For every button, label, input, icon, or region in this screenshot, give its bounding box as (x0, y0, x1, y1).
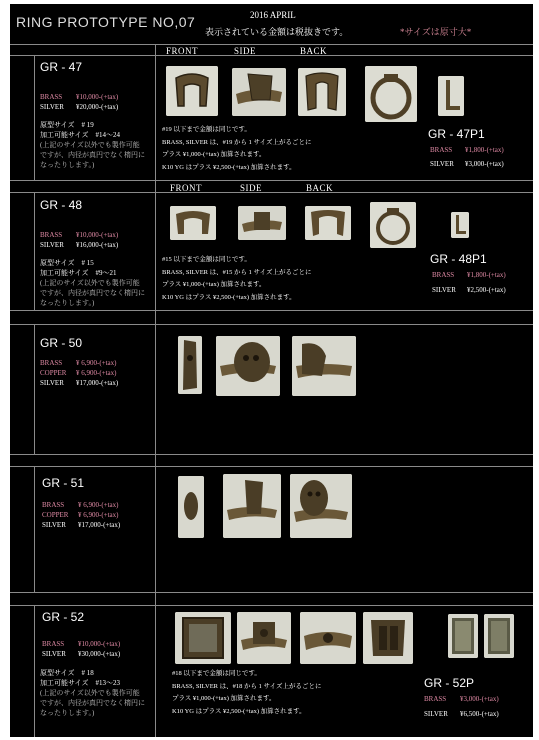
ring-photo-back (305, 206, 351, 240)
metal-label: BRASS (42, 640, 65, 648)
price: ¥1,800-(+tax) (467, 271, 506, 279)
size-notes: #18 以下まで金額は同じです。 BRASS, SILVER は、#18 から 1 サイズ上がるごとに プラス ¥1,000-(+tax) 加算されます。 K10 YG はプラス ¥2,500-(+tax) 加算されます。 (172, 670, 322, 715)
rule (10, 466, 533, 467)
metal-label: SILVER (430, 160, 454, 168)
col-side: SIDE (240, 183, 262, 193)
ring-photo-side (216, 336, 280, 396)
ring-photo-side (237, 612, 291, 664)
rule (10, 44, 533, 45)
rule (10, 55, 533, 56)
metal-label: BRASS (40, 93, 63, 101)
price: ¥3,000-(+tax) (460, 695, 499, 703)
price: ¥10,000-(+tax) (76, 231, 119, 239)
metal-label: BRASS (40, 231, 63, 239)
ring-photo-back (298, 68, 346, 116)
price: ¥6,500-(+tax) (460, 710, 499, 718)
price: ¥ 6,900-(+tax) (78, 511, 119, 519)
product-code: GR - 47 (40, 60, 83, 74)
price: ¥3,000-(+tax) (465, 160, 504, 168)
metal-label: BRASS (42, 501, 65, 509)
col-back: BACK (300, 46, 328, 56)
ring-photo-front (178, 336, 202, 394)
pendant-photo (484, 614, 514, 658)
pendant-code: GR - 48P1 (430, 252, 487, 266)
product-code: GR - 51 (42, 476, 85, 490)
rule (34, 324, 35, 454)
metal-label: BRASS (432, 271, 455, 279)
pendant-photo (448, 614, 478, 658)
col-front: FRONT (170, 183, 203, 193)
metal-label: SILVER (424, 710, 448, 718)
price: ¥ 6,900-(+tax) (76, 369, 117, 377)
size-notes: #15 以下まで金額は同じです。 BRASS, SILVER は、#15 から 1 サイズ上がるごとに プラス ¥1,000-(+tax) 加算されます。 K10 YG はプラス ¥2,500-(+tax) 加算されます。 (162, 256, 312, 301)
ring-photo-side (232, 68, 286, 116)
ring-photo-top (370, 202, 416, 248)
ring-photo-back (300, 612, 356, 664)
rule (34, 192, 35, 310)
ring-photo-back (290, 474, 352, 538)
price: ¥10,000-(+tax) (78, 640, 121, 648)
metal-label: BRASS (40, 359, 63, 367)
size-note: *サイズは原寸大* (400, 27, 472, 37)
price: ¥ 6,900-(+tax) (76, 359, 117, 367)
metal-label: SILVER (40, 241, 64, 249)
rule (34, 605, 35, 737)
ring-photo-front (175, 612, 231, 664)
rule (10, 324, 533, 325)
metal-label: SILVER (42, 650, 66, 658)
rule (10, 192, 533, 193)
ring-photo-back (292, 336, 356, 396)
metal-label: SILVER (432, 286, 456, 294)
page-title: RING PROTOTYPE NO,07 (16, 14, 196, 30)
col-front: FRONT (166, 46, 199, 56)
metal-label: SILVER (40, 103, 64, 111)
product-code: GR - 50 (40, 336, 83, 350)
metal-label: COPPER (42, 511, 69, 519)
rule (34, 55, 35, 180)
rule (10, 605, 533, 606)
price: ¥17,000-(+tax) (78, 521, 121, 529)
rule (34, 466, 35, 592)
ring-photo-side (238, 206, 286, 240)
metal-label: BRASS (430, 146, 453, 154)
ring-photo-top (365, 66, 417, 122)
ring-photo-front (166, 66, 218, 116)
tax-note: 表示されている金額は税抜きです。 (205, 27, 349, 37)
rule (10, 180, 533, 181)
product-code: GR - 48 (40, 198, 83, 212)
price: ¥20,000-(+tax) (76, 103, 119, 111)
price: ¥30,000-(+tax) (78, 650, 121, 658)
pendant-code: GR - 52P (424, 676, 475, 690)
date-label: 2016 APRIL (250, 10, 296, 20)
rule (10, 454, 533, 455)
ring-photo-top (363, 612, 413, 664)
price: ¥17,000-(+tax) (76, 379, 119, 387)
pendant-photo (451, 212, 469, 238)
spec-block: 原型サイズ # 18 加工可能サイズ #13～23 (上記のサイズ以外でも製作可能 ですが、内径が真円でなく楕円に なったりします。) (40, 669, 145, 717)
price: ¥10,000-(+tax) (76, 93, 119, 101)
price: ¥16,000-(+tax) (76, 241, 119, 249)
rule (10, 592, 533, 593)
metal-label: BRASS (424, 695, 447, 703)
col-side: SIDE (234, 46, 256, 56)
ring-photo-front (170, 206, 216, 240)
pendant-code: GR - 47P1 (428, 127, 485, 141)
product-code: GR - 52 (42, 610, 85, 624)
metal-label: SILVER (40, 379, 64, 387)
rule (10, 310, 533, 311)
pendant-photo (438, 76, 464, 116)
spec-block: 原型サイズ # 15 加工可能サイズ #9～21 (上記のサイズ以外でも製作可能 ですが、内径が真円でなく楕円に なったりします。) (40, 259, 145, 307)
price: ¥2,500-(+tax) (467, 286, 506, 294)
col-back: BACK (306, 183, 334, 193)
ring-photo-front (178, 476, 204, 538)
spec-block: 原型サイズ # 19 加工可能サイズ #14～24 (上記のサイズ以外でも製作可能 ですが、内径が真円でなく楕円に なったりします。) (40, 121, 145, 169)
metal-label: COPPER (40, 369, 67, 377)
ring-photo-side (223, 474, 281, 538)
metal-label: SILVER (42, 521, 66, 529)
price: ¥1,800-(+tax) (465, 146, 504, 154)
price: ¥ 6,900-(+tax) (78, 501, 119, 509)
size-notes: #19 以下まで金額は同じです。 BRASS, SILVER は、#19 から 1 サイズ上がるごとに プラス ¥1,000-(+tax) 加算されます。 K10 YG はプラス ¥2,500-(+tax) 加算されます。 (162, 126, 312, 171)
catalog-sheet (10, 4, 533, 737)
rule (155, 44, 156, 737)
